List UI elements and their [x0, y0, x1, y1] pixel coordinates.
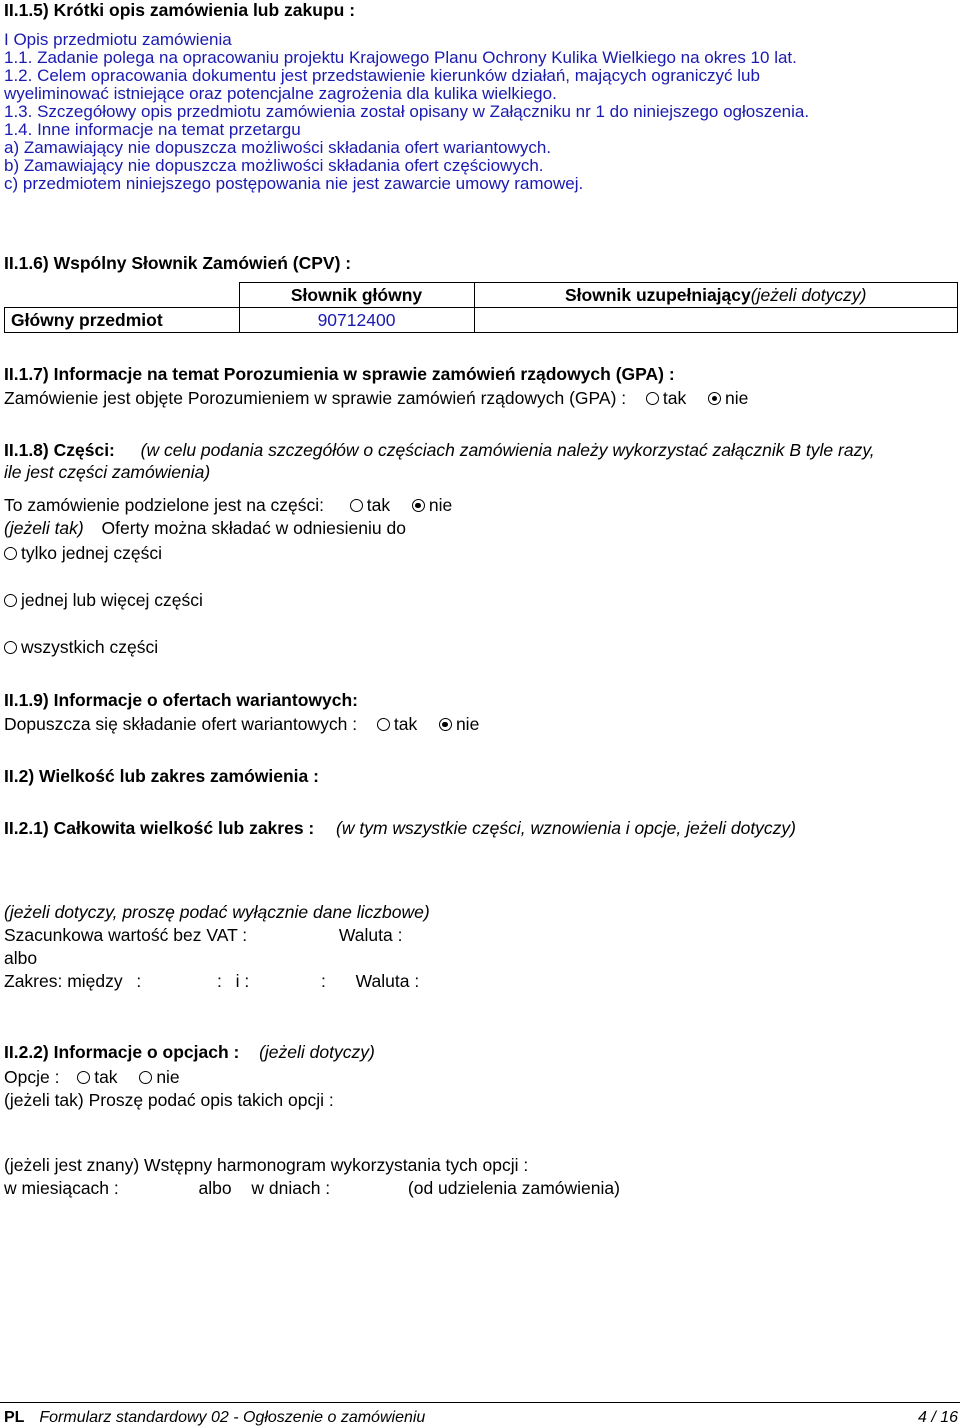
part-option-several-label: jednej lub więcej części: [21, 590, 203, 610]
section-II-2-heading: II.2) Wielkość lub zakres zamówienia :: [4, 766, 319, 786]
range-currency-label: Waluta :: [355, 971, 420, 991]
description-line: 1.4. Inne informacje na temat przetargu: [4, 120, 301, 139]
or-label: albo: [4, 948, 38, 968]
description-line: 1.2. Celem opracowania dokumentu jest przedstawienie kierunków działań, mających ograniczyć lub: [4, 66, 760, 85]
section-II-2-1-heading: II.2.1) Całkowita wielkość lub zakres :: [4, 818, 315, 838]
parts-question-row: [4, 495, 452, 515]
variants-no-label: nie: [455, 714, 480, 734]
description-line: c) przedmiotem niniejszego postępowania nie jest zawarcie umowy ramowej.: [4, 174, 584, 193]
gpa-question: Zamówienie jest objęte Porozumieniem w sprawie zamówień rządowych (GPA) :: [4, 388, 627, 408]
description-line: 1.3. Szczegółowy opis przedmiotu zamówienia został opisany w Załączniku nr 1 do niniejszego ogłoszenia.: [4, 102, 810, 121]
description-line: 1.1. Zadanie polega na opracowaniu projektu Krajowego Planu Ochrony Kulika Wielkiego na okres 10 lat.: [4, 48, 797, 67]
options-row: [4, 1067, 180, 1087]
range-colon-3: :: [321, 971, 326, 991]
gpa-no-radio[interactable]: [708, 392, 721, 405]
parts-note-line2: ile jest części zamówienia): [4, 462, 211, 482]
total-scope-note: (w tym wszystkie części, wznowienia i opcje, jeżeli dotyczy): [336, 818, 797, 838]
range-colon-2: :: [217, 971, 222, 991]
section-II-1-6-heading: II.1.6) Wspólny Słownik Zamówień (CPV) :: [4, 253, 352, 273]
gpa-yes-label: tak: [662, 388, 687, 408]
range-and-label: i :: [235, 971, 250, 991]
part-option-all-label: wszystkich części: [21, 637, 159, 657]
parts-question: To zamówienie podzielone jest na części:: [4, 495, 325, 515]
options-yes-radio[interactable]: [77, 1071, 90, 1084]
description-line: wyeliminować istniejące oraz potencjalne zagrożenia dla kulika wielkiego.: [4, 84, 557, 103]
parts-no-label: nie: [428, 495, 453, 515]
footer-lang: PL: [4, 1409, 25, 1426]
part-option-all-radio[interactable]: [4, 641, 17, 654]
footer-page-number: 4 / 16: [917, 1409, 958, 1426]
parts-no-radio[interactable]: [412, 499, 425, 512]
range-colon-1: :: [136, 971, 142, 991]
variants-question-row: [4, 714, 479, 734]
cpv-header-supp-label: Słownik uzupełniający: [565, 284, 751, 305]
cpv-header-main: Słownik główny: [239, 283, 474, 308]
parts-if-yes-row: [4, 518, 406, 538]
options-schedule-text: (jeżeli jest znany) Wstępny harmonogram wykorzystania tych opcji :: [4, 1155, 529, 1175]
options-if-yes-text: (jeżeli tak) Proszę podać opis takich opcji :: [4, 1090, 334, 1110]
options-label: Opcje :: [4, 1067, 60, 1087]
parts-yes-label: tak: [366, 495, 391, 515]
section-II-1-9-heading: II.1.9) Informacje o ofertach wariantowych:: [4, 690, 358, 710]
description-line: b) Zamawiający nie dopuszcza możliwości składania ofert częściowych.: [4, 156, 544, 175]
part-option-one-label: tylko jednej części: [21, 543, 163, 563]
numeric-note: (jeżeli dotyczy, proszę podać wyłącznie dane liczbowe): [4, 902, 430, 922]
options-schedule-row: [4, 1178, 620, 1198]
months-label: w miesiącach :: [4, 1178, 119, 1198]
part-option-one-radio[interactable]: [4, 547, 17, 560]
part-option-row: [4, 543, 162, 563]
gpa-question-row: [4, 388, 748, 408]
variants-yes-radio[interactable]: [377, 718, 390, 731]
options-yes-label: tak: [94, 1067, 118, 1087]
section-II-2-1-heading-row: [4, 818, 796, 838]
days-label: w dniach :: [251, 1178, 331, 1198]
parts-if-yes-text: Oferty można składać w odniesieniu do: [101, 518, 406, 538]
variants-no-radio[interactable]: [439, 718, 452, 731]
estimated-value-label: Szacunkowa wartość bez VAT :: [4, 925, 248, 945]
cpv-main-code: 90712400: [239, 308, 474, 333]
section-II-1-7-heading: II.1.7) Informacje na temat Porozumienia w sprawie zamówień rządowych (GPA) :: [4, 364, 675, 384]
estimated-currency-label: Waluta :: [338, 925, 403, 945]
footer-divider: [0, 1402, 960, 1403]
cpv-row-label: Główny przedmiot: [5, 308, 240, 333]
cpv-table: [4, 282, 958, 333]
parts-if-yes-label: (jeżeli tak): [4, 518, 84, 538]
footer-form-name: Formularz standardowy 02 - Ogłoszenie o zamówieniu: [39, 1409, 426, 1426]
parts-note-line1: (w celu podania szczegółów o częściach zamówienia należy wykorzystać załącznik B tyle razy,: [140, 440, 875, 460]
description-line: I Opis przedmiotu zamówienia: [4, 30, 232, 49]
gpa-yes-radio[interactable]: [646, 392, 659, 405]
cpv-header-supp-note: (jeżeli dotyczy): [750, 284, 867, 305]
variants-yes-label: tak: [393, 714, 418, 734]
estimated-value-row: [4, 925, 402, 945]
section-II-2-2-heading: II.2.2) Informacje o opcjach :: [4, 1042, 240, 1062]
parts-yes-radio[interactable]: [350, 499, 363, 512]
variants-question: Dopuszcza się składanie ofert wariantowych :: [4, 714, 358, 734]
section-II-1-8-heading: II.1.8) Części:: [4, 440, 115, 460]
section-II-2-2-heading-row: [4, 1042, 375, 1062]
description-line: a) Zamawiający nie dopuszcza możliwości składania ofert wariantowych.: [4, 138, 552, 157]
options-note: (jeżeli dotyczy): [259, 1042, 375, 1062]
part-option-row: [4, 637, 158, 657]
gpa-no-label: nie: [725, 388, 749, 408]
range-label: Zakres: między: [4, 971, 123, 991]
part-option-row: [4, 590, 203, 610]
cpv-header-supp: [474, 283, 958, 308]
schedule-or-label: albo: [198, 1178, 232, 1198]
options-no-label: nie: [156, 1067, 180, 1087]
page-footer: [4, 1408, 958, 1428]
from-award-label: (od udzielenia zamówienia): [407, 1178, 620, 1198]
cpv-supp-code: [474, 308, 958, 333]
section-II-1-5-heading: II.1.5) Krótki opis zamówienia lub zakupu :: [4, 0, 356, 20]
range-row: [4, 971, 419, 991]
section-II-1-8-heading-row: [4, 440, 875, 460]
cpv-empty-cell: [5, 283, 240, 308]
options-no-radio[interactable]: [139, 1071, 152, 1084]
part-option-several-radio[interactable]: [4, 594, 17, 607]
